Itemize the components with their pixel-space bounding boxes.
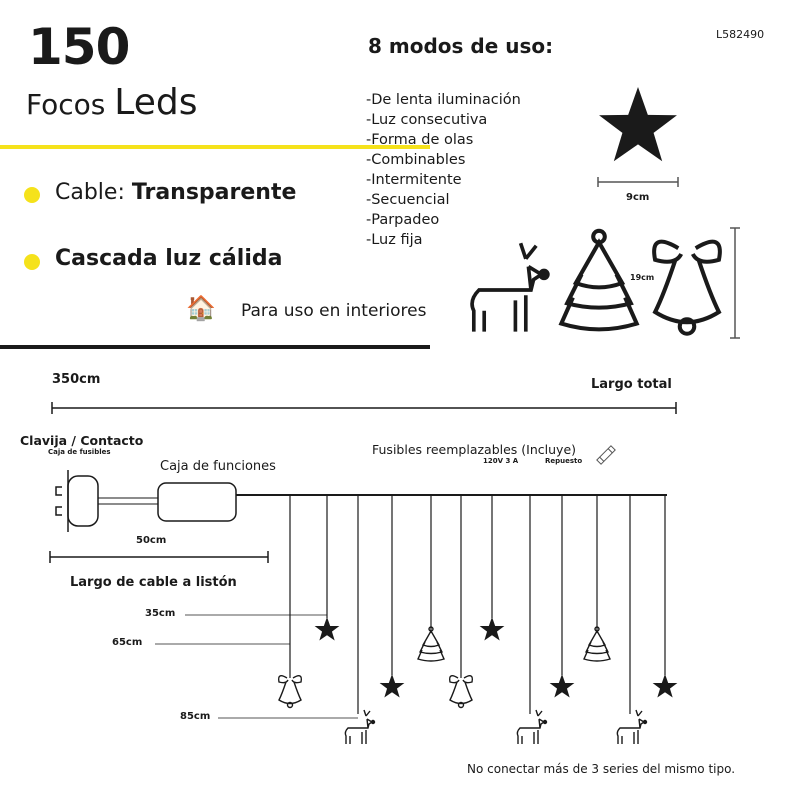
bell-ornament-icon: [279, 676, 302, 708]
total-length: 350cm: [52, 372, 101, 387]
fuses-label: Fusibles reemplazables (Incluye): [372, 442, 577, 457]
cable-length: 50cm: [136, 535, 167, 546]
mode-item: -Luz fija: [366, 232, 423, 248]
tree-ornament-icon: [418, 627, 444, 661]
cable-length-marker: [50, 551, 268, 563]
mode-item: -Intermitente: [366, 172, 462, 188]
star-ornament-icon: [552, 676, 573, 696]
mode-item: -Secuencial: [366, 192, 450, 208]
tree-figure: [561, 231, 636, 330]
star-width-marker: [598, 177, 678, 187]
indoor-text: Para uso en interiores: [241, 301, 427, 321]
figure-height: 19cm: [630, 273, 655, 282]
fuse-rating: 120V 3 A: [483, 457, 519, 465]
total-label: Largo total: [591, 377, 672, 392]
star-ornament-icon: [655, 676, 676, 696]
drop-85: 85cm: [180, 711, 211, 722]
plug-label: Clavija / Contacto: [20, 433, 144, 448]
controller-box: [158, 483, 236, 521]
star-ornament-icon: [382, 676, 403, 696]
mode-item: -Combinables: [366, 152, 466, 168]
title-leds: Leds: [114, 82, 198, 123]
led-strands: [279, 495, 676, 744]
controller-label: Caja de funciones: [160, 459, 276, 474]
drop-65: 65cm: [112, 637, 143, 648]
plug-sublabel: Caja de fusibles: [48, 448, 111, 456]
deer-ornament-icon: [617, 710, 646, 744]
star-ornament-icon: [482, 619, 503, 639]
star-width: 9cm: [626, 192, 650, 203]
cable-value: Transparente: [131, 180, 297, 205]
title-focos: Focos: [26, 88, 106, 121]
star-ornament-icon: [317, 619, 338, 639]
deer-ornament-icon: [517, 710, 546, 744]
plug-icon: [56, 470, 98, 532]
height-marker: [730, 228, 740, 338]
total-length-marker: [52, 402, 676, 414]
mode-item: -Forma de olas: [366, 132, 474, 148]
fuse-spare: Repuesto: [545, 457, 583, 465]
reindeer-figure: [472, 243, 548, 331]
modes-title: 8 modos de uso:: [368, 34, 554, 58]
product-code: L582490: [716, 28, 765, 41]
bell-ornament-icon: [450, 676, 473, 708]
angel-figure: [654, 242, 720, 334]
fuse-icon: [597, 446, 615, 464]
warning-text: No conectar más de 3 series del mismo tipo.: [467, 762, 736, 776]
mode-item: -De lenta iluminación: [366, 92, 521, 108]
cable-label: Cable:: [55, 180, 125, 205]
star-figure: [599, 87, 677, 161]
cable-label: Largo de cable a listón: [70, 575, 237, 590]
cable: [98, 498, 158, 504]
drop-35: 35cm: [145, 608, 176, 619]
house-icon: 🏠: [186, 294, 216, 322]
mode-item: -Luz consecutiva: [366, 112, 488, 128]
mode-item: -Parpadeo: [366, 212, 440, 228]
light-feature: Cascada luz cálida: [55, 246, 283, 271]
led-count: 150: [28, 18, 130, 76]
deer-ornament-icon: [345, 710, 374, 744]
tree-ornament-icon: [584, 627, 610, 661]
